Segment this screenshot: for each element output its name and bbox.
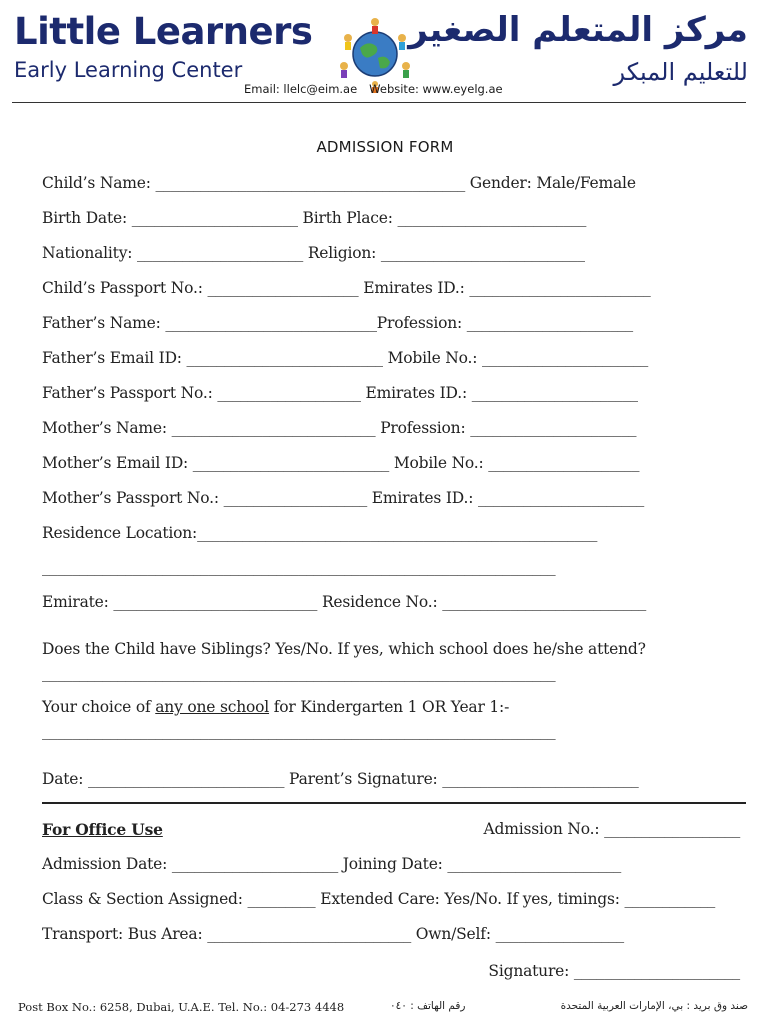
- nationality-row[interactable]: Nationality: ______________________ Religion: ___________________________: [42, 244, 585, 262]
- brand-title-en: Little Learners: [14, 10, 313, 53]
- emirate-row[interactable]: Emirate: ___________________________ Residence No.: ___________________________: [42, 593, 647, 611]
- admission-no-field[interactable]: Admission No.: __________________: [483, 820, 740, 838]
- email-text: Email: llelc@eim.ae: [244, 82, 358, 96]
- mother-email-row[interactable]: Mother’s Email ID: __________________________ Mobile No.: ____________________: [42, 454, 640, 472]
- office-use-heading: For Office Use: [42, 820, 163, 839]
- class-section-row[interactable]: Class & Section Assigned: _________ Extended Care: Yes/No. If yes, timings: ____________: [42, 890, 716, 908]
- mother-passport-row[interactable]: Mother’s Passport No.: ___________________ Emirates ID.: ______________________: [42, 489, 645, 507]
- school-choice-row: [42, 698, 509, 716]
- contact-line: [244, 82, 503, 96]
- office-signature-field[interactable]: Signature: ______________________: [488, 962, 740, 980]
- child-name-row[interactable]: Child’s Name: _________________________________________ Gender: Male/Female: [42, 174, 636, 192]
- office-divider: [42, 802, 746, 804]
- date-signature-row[interactable]: Date: __________________________ Parent’s Signature: __________________________: [42, 770, 639, 788]
- school-choice-emphasis: any one school: [155, 698, 270, 716]
- residence-location-row[interactable]: Residence Location:_____________________________________________________: [42, 524, 598, 542]
- brand-subtitle-en: Early Learning Center: [14, 58, 243, 82]
- website-text: Website: www.eyelg.ae: [369, 82, 503, 96]
- school-choice-line[interactable]: ____________________________________________________________________: [42, 722, 556, 740]
- footer-phone-ar: رقم الهاتف : ٠٤٠: [390, 1000, 466, 1012]
- siblings-line[interactable]: ____________________________________________________________________: [42, 664, 556, 682]
- siblings-row: Does the Child have Siblings? Yes/No. If yes, which school does he/she attend?: [42, 640, 646, 658]
- mother-name-row[interactable]: Mother’s Name: ___________________________ Profession: ______________________: [42, 419, 637, 437]
- header-divider: [12, 102, 746, 103]
- brand-title-ar: مركز المتعلم الصغير: [408, 10, 748, 50]
- footer-address: Post Box No.: 6258, Dubai, U.A.E. Tel. No.: 04-273 4448: [18, 1000, 345, 1014]
- father-name-row[interactable]: Father’s Name: ____________________________Profession: ______________________: [42, 314, 633, 332]
- residence-location-line[interactable]: ____________________________________________________________________: [42, 558, 556, 576]
- transport-row[interactable]: Transport: Bus Area: ___________________________ Own/Self: _________________: [42, 925, 624, 943]
- footer-address-ar: صند وق بريد : بي، الإمارات العربية المتحدة: [560, 1000, 748, 1012]
- birth-date-row[interactable]: Birth Date: ______________________ Birth Place: _________________________: [42, 209, 587, 227]
- school-choice-prefix: Your choice of: [42, 698, 156, 716]
- father-passport-row[interactable]: Father’s Passport No.: ___________________ Emirates ID.: ______________________: [42, 384, 638, 402]
- child-passport-row[interactable]: Child’s Passport No.: ____________________ Emirates ID.: ________________________: [42, 279, 651, 297]
- father-email-row[interactable]: Father’s Email ID: __________________________ Mobile No.: ______________________: [42, 349, 649, 367]
- brand-subtitle-ar: للتعليم المبكر: [613, 58, 748, 86]
- admission-joining-row[interactable]: Admission Date: ______________________ Joining Date: _______________________: [42, 855, 622, 873]
- form-title: ADMISSION FORM: [316, 138, 454, 156]
- school-choice-suffix: for Kindergarten 1 OR Year 1:-: [269, 698, 510, 716]
